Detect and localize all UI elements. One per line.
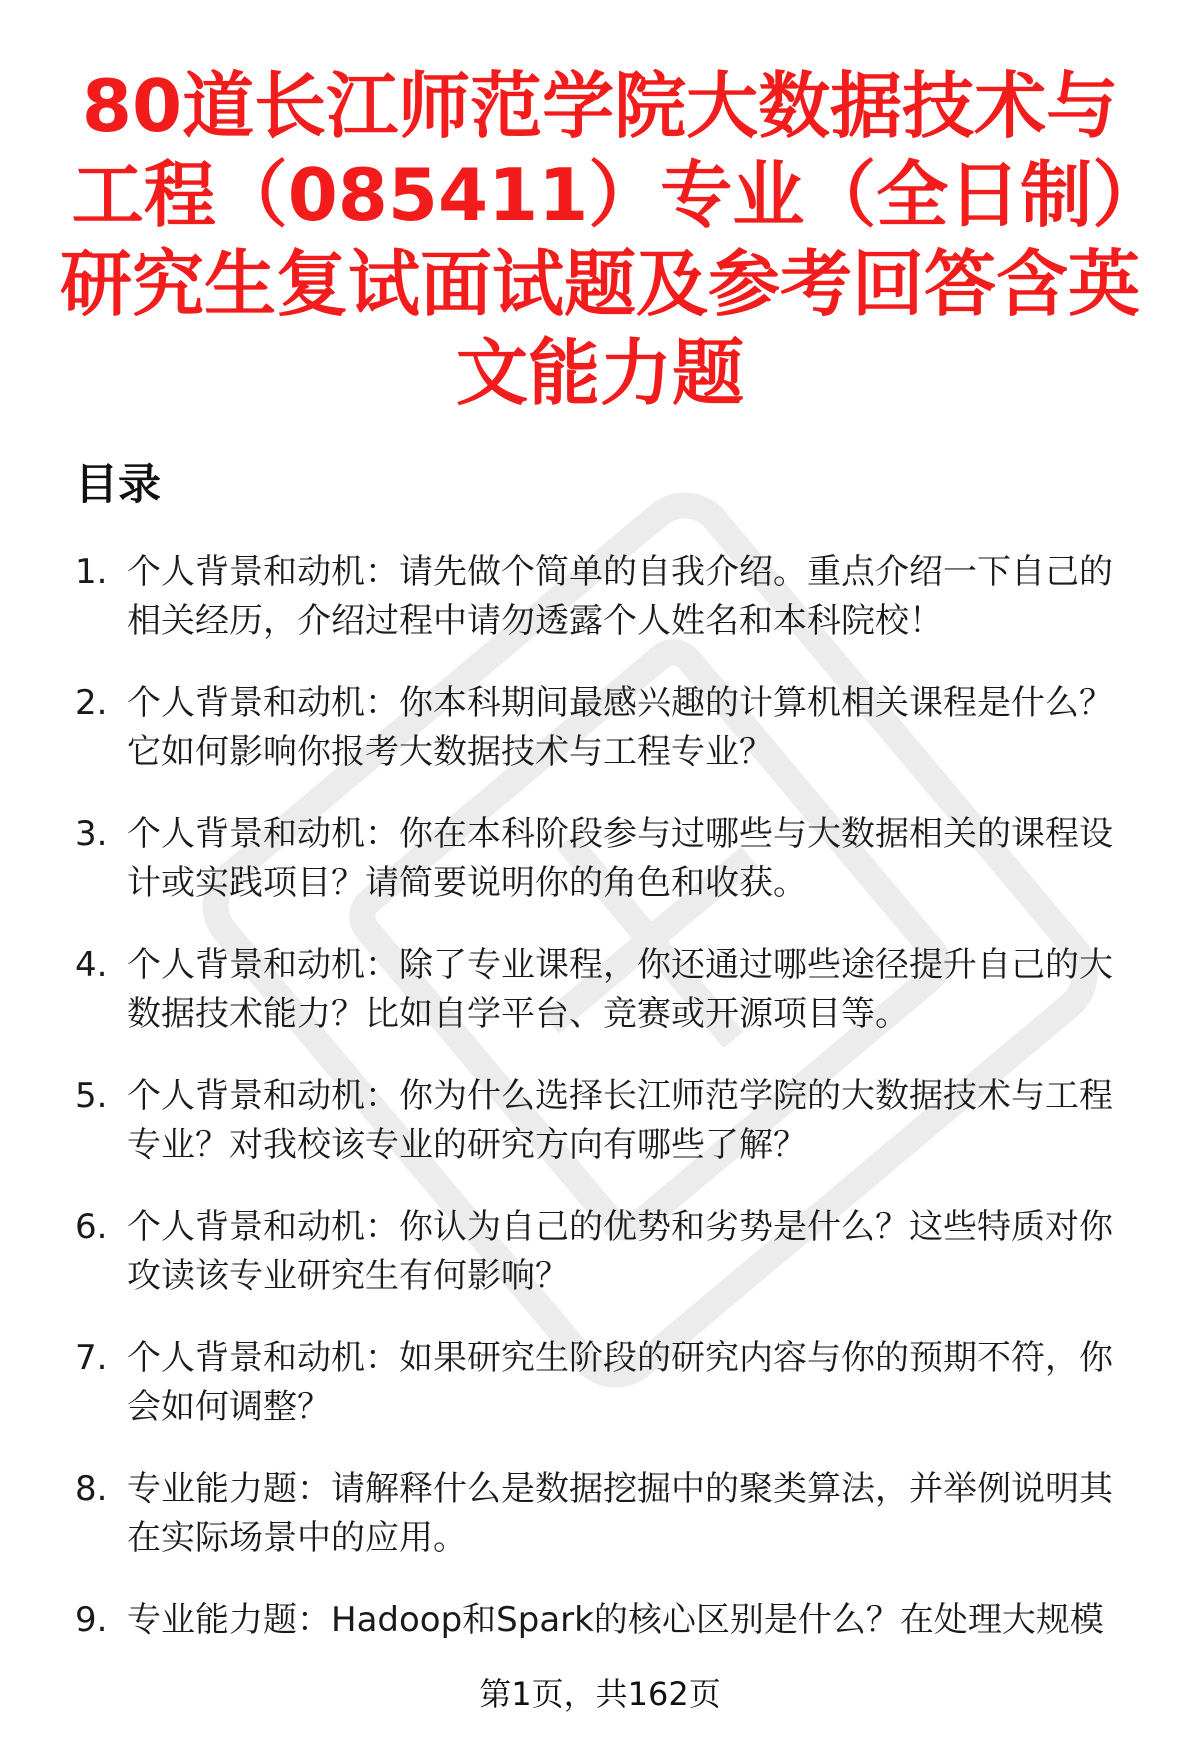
toc-item-number: 5. [75,1076,108,1116]
toc-item[interactable] [75,548,1145,646]
toc-item[interactable] [75,810,1145,908]
toc-item[interactable] [75,679,1145,777]
toc-item-number: 1. [75,552,108,592]
toc-item-number: 3. [75,814,108,854]
toc-item-text: 个人背景和动机：你在本科阶段参与过哪些与大数据相关的课程设计或实践项目？请简要说明你的角色和收获。 [127,814,1113,903]
toc-item-text: 个人背景和动机：请先做个简单的自我介绍。重点介绍一下自己的相关经历，介绍过程中请勿透露个人姓名和本科院校！ [127,552,1113,641]
toc-item-number: 9. [75,1600,108,1640]
toc-item-number: 8. [75,1469,108,1509]
toc-item-text: 个人背景和动机：你为什么选择长江师范学院的大数据技术与工程专业？对我校该专业的研究方向有哪些了解？ [127,1076,1113,1165]
toc-item-text: 个人背景和动机：你本科期间最感兴趣的计算机相关课程是什么？它如何影响你报考大数据技术与工程专业？ [127,683,1113,772]
toc-item[interactable] [75,1596,1145,1645]
toc-item-number: 7. [75,1338,108,1378]
page-footer: 第1页，共162页 [479,1675,721,1713]
toc-item[interactable] [75,1334,1145,1432]
toc-heading: 目录 [75,460,161,510]
toc-item-text: 专业能力题：请解释什么是数据挖掘中的聚类算法，并举例说明其在实际场景中的应用。 [127,1469,1113,1558]
toc-list [75,548,1145,1678]
toc-item-number: 2. [75,683,108,723]
toc-item[interactable] [75,941,1145,1039]
toc-item[interactable] [75,1465,1145,1563]
toc-item-text: 个人背景和动机：除了专业课程，你还通过哪些途径提升自己的大数据技术能力？比如自学平台、竞赛或开源项目等。 [127,945,1113,1034]
toc-item[interactable] [75,1072,1145,1170]
toc-item[interactable] [75,1203,1145,1301]
document-title: 80道长江师范学院大数据技术与工程（085411）专业（全日制）研究生复试面试题及参考回答含英文能力题 [60,64,1141,415]
toc-item-text: 个人背景和动机：你认为自己的优势和劣势是什么？这些特质对你攻读该专业研究生有何影响？ [127,1207,1113,1296]
toc-item-text: 个人背景和动机：如果研究生阶段的研究内容与你的预期不符，你会如何调整？ [127,1338,1113,1427]
toc-item-number: 6. [75,1207,108,1247]
toc-item-text: 专业能力题：Hadoop和Spark的核心区别是什么？在处理大规模 [127,1600,1104,1640]
toc-item-number: 4. [75,945,108,985]
